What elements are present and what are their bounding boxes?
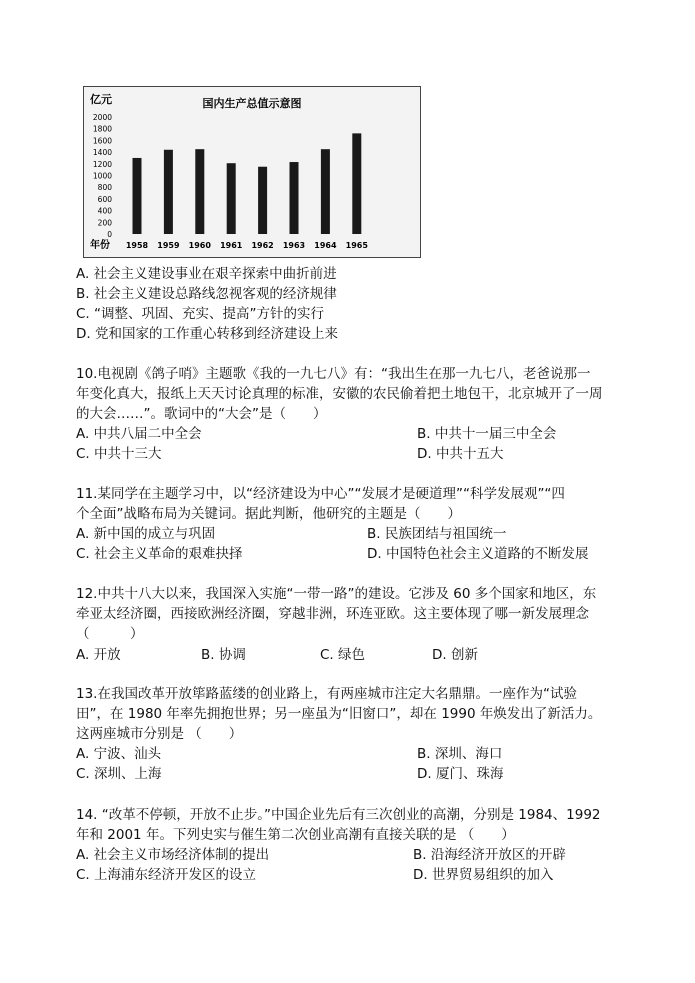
q14-option-d: D. 世界贸易组织的加入 bbox=[413, 867, 554, 883]
q13-option-d: D. 厦门、珠海 bbox=[417, 766, 504, 782]
q14-stem-line1: 14. “改革不停顿，开放不止步。”中国企业先后有三次创业的高潮，分别是 1984、1992 bbox=[76, 807, 601, 823]
q14-option-c: C. 上海浦东经济开发区的设立 bbox=[76, 867, 257, 883]
q9-option-a: A. 社会主义建设事业在艰辛探索中曲折前进 bbox=[76, 266, 337, 282]
q11-stem-line1: 11.某同学在主题学习中，以“经济建设为中心”“发展才是硬道理”“科学发展观”“四 bbox=[76, 486, 565, 502]
x-tick-label: 1959 bbox=[157, 241, 180, 250]
bars bbox=[133, 133, 362, 234]
y-tick-label: 1800 bbox=[92, 124, 112, 134]
y-tick-label: 1000 bbox=[92, 171, 112, 181]
y-tick-label: 600 bbox=[97, 194, 112, 204]
q10-stem-line2: 年变化真大，报纸上天天讨论真理的标准，安徽的农民偷着把土地包干，北京城开了一周 bbox=[76, 386, 603, 402]
q12-stem-line1: 12.中共十八大以来，我国深入实施“一带一路”的建设。它涉及 60 多个国家和地区，东 bbox=[76, 586, 597, 602]
bar-1963 bbox=[290, 162, 299, 234]
y-tick-label: 1200 bbox=[92, 159, 112, 169]
q13-stem-line1: 13.在我国改革开放筚路蓝缕的创业路上，有两座城市注定大名鼎鼎。一座作为“试验 bbox=[76, 686, 577, 702]
q14-option-a: A. 社会主义市场经济体制的提出 bbox=[76, 847, 270, 863]
q13-stem-line3: 这两座城市分别是 （ ） bbox=[76, 726, 243, 742]
q12-stem-line2: 牵亚太经济圈，西接欧洲经济圈，穿越非洲，环连亚欧。这主要体现了哪一新发展理念 bbox=[76, 606, 589, 622]
q13-option-a: A. 宁波、汕头 bbox=[76, 746, 162, 762]
chart-svg bbox=[84, 87, 420, 257]
q11-option-a: A. 新中国的成立与巩固 bbox=[76, 526, 216, 542]
y-tick-label: 0 bbox=[107, 230, 112, 239]
x-ticks bbox=[126, 241, 368, 250]
q9-option-d: D. 党和国家的工作重心转移到经济建设上来 bbox=[76, 326, 338, 342]
y-tick-label: 1600 bbox=[92, 136, 112, 146]
q13-option-c: C. 深圳、上海 bbox=[76, 766, 162, 782]
x-tick-label: 1962 bbox=[251, 241, 274, 250]
x-axis-label: 年份 bbox=[90, 240, 110, 251]
q13-stem-line2: 田”，在 1980 年率先拥抱世界；另一座虽为“旧窗口”，却在 1990 年焕发出了新活力。 bbox=[76, 706, 602, 722]
q14-option-b: B. 沿海经济开放区的开辟 bbox=[413, 847, 566, 863]
q10-stem-line3: 的大会……”。歌词中的“大会”是（ ） bbox=[76, 406, 327, 422]
bar-1964 bbox=[321, 149, 330, 234]
bar-1960 bbox=[195, 149, 204, 234]
bar-1965 bbox=[352, 133, 361, 234]
x-tick-label: 1963 bbox=[282, 241, 306, 250]
x-tick-label: 1958 bbox=[125, 241, 149, 250]
q10-option-b: B. 中共十一届三中全会 bbox=[417, 426, 557, 442]
q9-option-c: C. “调整、巩固、充实、提高”方针的实行 bbox=[76, 306, 324, 322]
q10-option-d: D. 中共十五大 bbox=[417, 446, 504, 462]
q11-stem-line2: 个全面”战略布局为关键词。据此判断，他研究的主题是（ ） bbox=[76, 506, 461, 522]
bar-1959 bbox=[164, 150, 173, 234]
q11-option-d: D. 中国特色社会主义道路的不断发展 bbox=[367, 546, 589, 562]
q12-option-a: A. 开放 bbox=[76, 647, 121, 663]
x-tick-label: 1964 bbox=[314, 241, 337, 250]
q12-option-c: C. 绿色 bbox=[320, 647, 366, 663]
y-tick-label: 2000 bbox=[92, 113, 112, 122]
y-tick-label: 200 bbox=[97, 218, 112, 228]
x-tick-label: 1965 bbox=[345, 241, 368, 250]
q10-option-a: A. 中共八届二中全会 bbox=[76, 426, 202, 442]
q12-option-d: D. 创新 bbox=[432, 647, 478, 663]
x-tick-label: 1960 bbox=[188, 241, 211, 250]
y-ticks bbox=[93, 113, 112, 239]
q12-option-b: B. 协调 bbox=[201, 647, 246, 663]
q13-option-b: B. 深圳、海口 bbox=[417, 746, 503, 762]
bar-1961 bbox=[227, 163, 236, 234]
q11-option-b: B. 民族团结与祖国统一 bbox=[367, 526, 507, 542]
y-axis-label: 亿元 bbox=[90, 93, 112, 106]
x-tick-label: 1961 bbox=[220, 241, 243, 250]
q11-option-c: C. 社会主义革命的艰难抉择 bbox=[76, 546, 243, 562]
q12-stem-line3: （ ） bbox=[76, 626, 144, 642]
bar-1962 bbox=[258, 167, 267, 234]
bar-1958 bbox=[133, 158, 142, 234]
q14-stem-line2: 年和 2001 年。下列史实与催生第二次创业高潮有直接关联的是 （ ） bbox=[76, 827, 515, 843]
y-tick-label: 1400 bbox=[92, 148, 112, 158]
q9-option-b: B. 社会主义建设总路线忽视客观的经济规律 bbox=[76, 286, 337, 302]
gdp-bar-chart bbox=[83, 86, 421, 258]
y-tick-label: 800 bbox=[97, 183, 112, 193]
q10-option-c: C. 中共十三大 bbox=[76, 446, 162, 462]
chart-title: 国内生产总值示意图 bbox=[202, 97, 302, 110]
y-tick-label: 400 bbox=[97, 206, 112, 216]
q10-stem-line1: 10.电视剧《鸽子哨》主题歌《我的一九七八》有：“我出生在那一九七八，老爸说那一 bbox=[76, 366, 591, 382]
